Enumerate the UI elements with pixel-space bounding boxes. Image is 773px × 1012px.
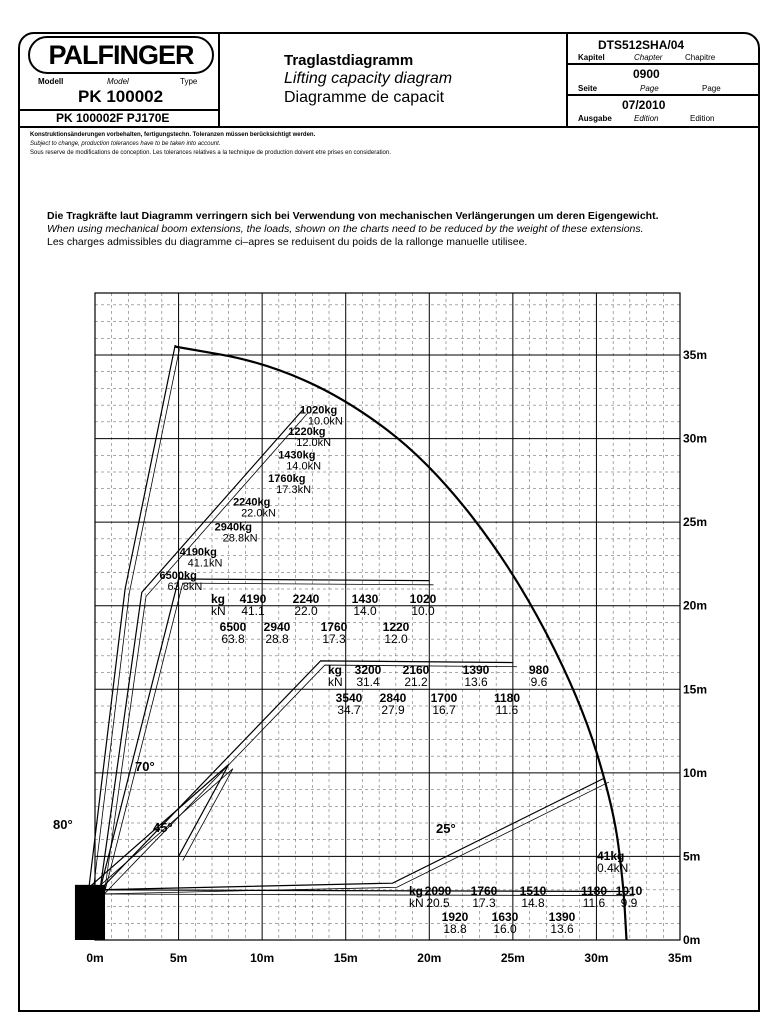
table-kg-cell: 1390 <box>462 663 490 677</box>
model-number: PK 100002 <box>78 87 164 106</box>
page-en: Page <box>640 84 659 93</box>
y-tick-label: 20m <box>683 598 708 613</box>
chart-labels <box>53 348 707 965</box>
ladder-kg-label: 4190kg <box>179 546 217 559</box>
chapter-de: Kapitel <box>578 53 605 62</box>
table-kn-cell: 41.1 <box>241 604 265 618</box>
table-kg-cell: 1010 <box>615 884 643 898</box>
boom-25deg-inner <box>99 782 609 894</box>
table-kn-cell: 34.7 <box>337 703 361 717</box>
table-kn-cell: 22.0 <box>294 604 318 618</box>
y-tick-label: 30m <box>683 431 708 446</box>
unit-kg-label: kg <box>211 592 226 606</box>
table-kn-cell: 31.4 <box>356 675 380 689</box>
table-kg-cell: 6500 <box>219 620 247 634</box>
table-kn-cell: 21.2 <box>404 675 428 689</box>
unit-kn-label: kN <box>328 675 343 689</box>
ladder-kn-label: 22.0kN <box>241 507 276 520</box>
doc-code: DTS512SHA/04 <box>598 38 685 52</box>
chapter-en: Chapter <box>634 53 663 62</box>
ladder-kg-label: 1760kg <box>268 473 306 486</box>
table-kn-cell: 63.8 <box>221 632 245 646</box>
chapter-fr: Chapitre <box>685 53 716 62</box>
edition-value: 07/2010 <box>622 98 666 112</box>
edition-de: Ausgabe <box>578 114 612 123</box>
table-kn-cell: 14.0 <box>353 604 377 618</box>
x-tick-label: 5m <box>169 951 188 965</box>
table-kg-cell: 1630 <box>491 910 519 924</box>
table-kg-cell: 1020 <box>409 592 437 606</box>
ladder-kg-label: 1220kg <box>288 426 326 439</box>
y-tick-label: 10m <box>683 765 708 780</box>
table-kn-cell: 27.9 <box>381 703 405 717</box>
angle-label-80: 80° <box>53 817 73 832</box>
table-kn-cell: 16.0 <box>493 922 517 936</box>
x-tick-label: 10m <box>250 951 275 965</box>
ladder-kg-label: 2940kg <box>214 521 252 534</box>
table-kg-cell: 1220 <box>382 620 410 634</box>
edition-en: Edition <box>634 114 659 123</box>
unit-kn-label: kN <box>211 604 226 618</box>
table-kg-cell: 1390 <box>548 910 576 924</box>
model-label-en: Model <box>107 77 129 86</box>
x-tick-label: 15m <box>333 951 358 965</box>
x-tick-label: 30m <box>584 951 609 965</box>
chart-grid <box>95 293 680 940</box>
ladder-kn-label: 63.8kN <box>167 580 203 593</box>
x-tick-label: 35m <box>667 951 693 965</box>
plot-border <box>95 293 680 940</box>
table-kn-cell: 10.0 <box>411 604 435 618</box>
angle-label-45: 45° <box>153 820 173 835</box>
table-kg-cell: 1760 <box>470 884 498 898</box>
x-tick-label: 20m <box>417 951 442 965</box>
table-kn-cell: 20.5 <box>426 896 450 910</box>
title-en: Lifting capacity diagram <box>284 70 453 87</box>
y-tick-label: 15m <box>683 682 708 697</box>
notice-fr: Les charges admissibles du diagramme ci–apres se reduisent du poids de la rallonge manuelle utilisee. <box>47 236 528 248</box>
angle-label-70: 70° <box>135 759 155 774</box>
table-kn-cell: 18.8 <box>443 922 467 936</box>
title-fr: Diagramme de capacit <box>284 89 445 106</box>
disclaimer-de: Konstruktionsänderungen vorbehalten, fertigungstechn. Toleranzen müssen berücksichtigt werden. <box>30 132 316 138</box>
table-kn-cell: 11.6 <box>582 896 606 910</box>
title-de: Traglastdiagramm <box>284 52 414 69</box>
ladder-kg-label: 1430kg <box>278 449 316 462</box>
tip-kn-label: 0.4kN <box>597 861 629 875</box>
ladder-kn-label: 17.3kN <box>276 484 312 497</box>
table-kg-cell: 4190 <box>239 592 267 606</box>
page-value: 0900 <box>633 67 660 81</box>
ladder-kg-label: 2240kg <box>233 496 271 509</box>
crane-base <box>75 885 105 940</box>
table-kg-cell: 1180 <box>580 884 608 898</box>
angle-label-25: 25° <box>436 821 456 836</box>
table-kg-cell: 1430 <box>351 592 379 606</box>
table-kn-cell: 28.8 <box>265 632 289 646</box>
y-tick-label: 35m <box>683 348 708 362</box>
table-kn-cell: 13.6 <box>464 675 488 689</box>
edition-fr: Edition <box>690 114 715 123</box>
table-kg-cell: 2160 <box>402 663 430 677</box>
boom-horizontal-low-inner <box>99 894 634 896</box>
table-kg-cell: 1180 <box>493 691 521 705</box>
y-tick-label: 5m <box>683 849 701 864</box>
page-fr: Page <box>702 84 721 93</box>
disclaimer-en: Subject to change, production tolerances have to be taken into account. <box>30 141 221 147</box>
table-kn-cell: 9.9 <box>620 896 638 910</box>
unit-kg-label: kg <box>409 884 424 898</box>
table-kg-cell: 980 <box>528 663 550 677</box>
unit-kn-label: kN <box>409 896 424 910</box>
table-kg-cell: 2840 <box>379 691 407 705</box>
table-kg-cell: 3540 <box>335 691 363 705</box>
tip-kg-label: 41kg <box>597 849 625 863</box>
table-kn-cell: 9.6 <box>530 675 548 689</box>
palfinger-logo: PALFINGER <box>28 36 214 74</box>
ladder-kg-label: 6500kg <box>159 569 197 582</box>
table-kn-cell: 17.3 <box>322 632 346 646</box>
notice-en: When using mechanical boom extensions, the loads, shown on the charts need to be reduced by the weight of these extensions. <box>47 223 644 235</box>
ladder-kn-label: 12.0kN <box>296 437 332 450</box>
ladder-kn-label: 10.0kN <box>307 415 343 428</box>
model-label-fr: Type <box>180 77 198 86</box>
notice-de: Die Tragkräfte laut Diagramm verringern sich bei Verwendung von mechanischen Verlängerungen um deren Eigengewicht. <box>47 210 659 222</box>
table-kn-cell: 14.8 <box>521 896 545 910</box>
table-kn-cell: 17.3 <box>472 896 496 910</box>
y-tick-label: 0m <box>683 933 701 947</box>
x-tick-label: 0m <box>86 951 104 965</box>
page-de: Seite <box>578 84 598 93</box>
model-variant: PK 100002F PJ170E <box>56 111 170 125</box>
ladder-kn-label: 14.0kN <box>286 460 322 473</box>
table-kg-cell: 1510 <box>519 884 547 898</box>
table-kn-cell: 13.6 <box>550 922 574 936</box>
table-kn-cell: 16.7 <box>432 703 456 717</box>
unit-kg-label: kg <box>328 663 343 677</box>
boom-horizontal-low <box>95 890 630 892</box>
ladder-kn-label: 28.8kN <box>222 532 258 545</box>
table-kn-cell: 12.0 <box>384 632 408 646</box>
table-kn-cell: 11.6 <box>495 703 519 717</box>
disclaimer-fr: Sous reserve de modifications de conception. Les tolerances relatives a la technique de production doivent etre prises en consideration. <box>30 150 391 156</box>
table-kg-cell: 2940 <box>263 620 291 634</box>
table-kg-cell: 1920 <box>441 910 469 924</box>
ladder-kg-label: 1020kg <box>299 404 338 417</box>
y-tick-label: 25m <box>683 515 708 530</box>
ladder-kn-label: 41.1kN <box>187 557 223 570</box>
table-kg-cell: 2090 <box>424 884 452 898</box>
table-kg-cell: 1700 <box>430 691 458 705</box>
table-kg-cell: 2240 <box>292 592 320 606</box>
table-kg-cell: 1760 <box>320 620 348 634</box>
model-label-de: Modell <box>38 77 64 86</box>
x-tick-label: 25m <box>500 951 525 965</box>
table-kg-cell: 3200 <box>354 663 382 677</box>
